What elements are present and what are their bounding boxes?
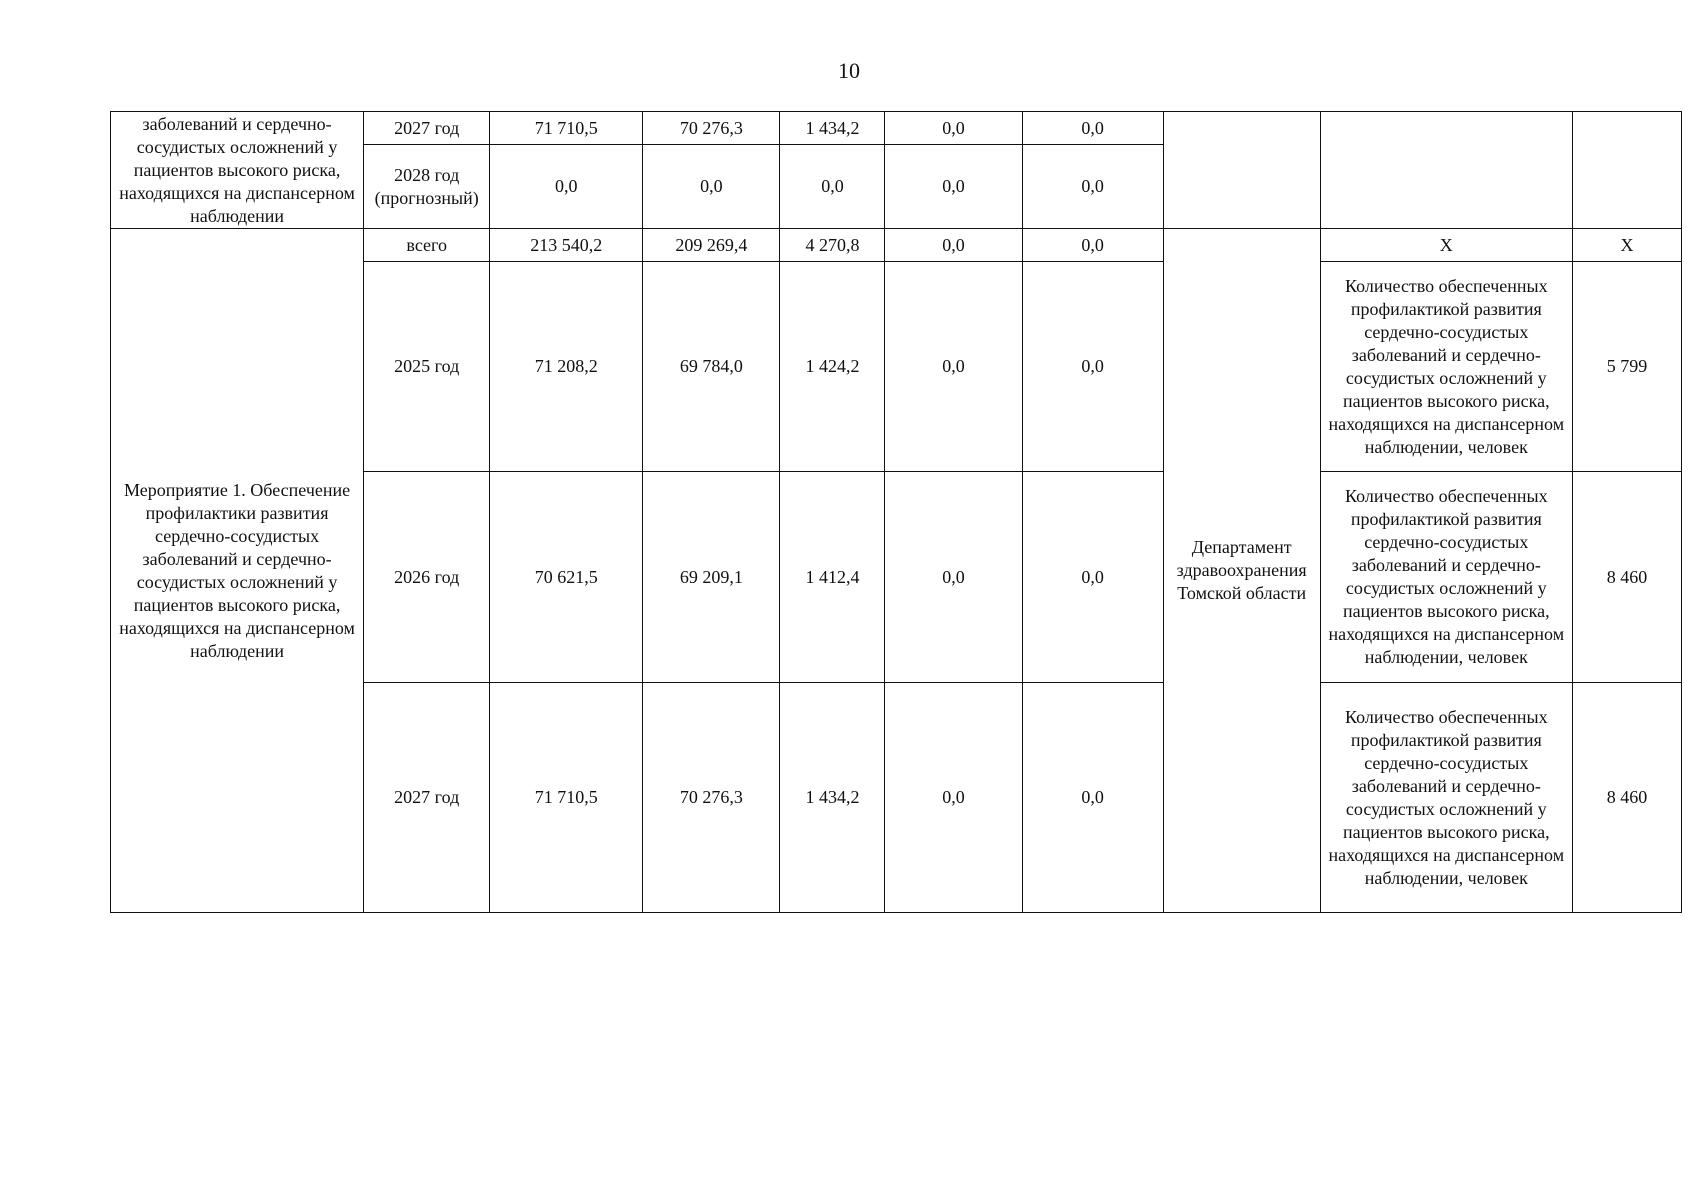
period-cell: 2028 год (прогнозный) [364,145,490,229]
other-cell: 0,0 [1022,683,1163,913]
total-cell: 213 540,2 [490,229,643,262]
period-cell: 2026 год [364,472,490,683]
table-row [111,112,1682,145]
other-cell: 0,0 [1022,112,1163,145]
federal-cell: 0,0 [643,145,780,229]
total-cell: 0,0 [490,145,643,229]
local-cell: 0,0 [885,683,1022,913]
other-cell: 0,0 [1022,262,1163,472]
indicator-value-cell: 8 460 [1572,472,1681,683]
local-cell: 0,0 [885,112,1022,145]
period-cell: 2025 год [364,262,490,472]
federal-cell: 69 209,1 [643,472,780,683]
local-cell: 0,0 [885,262,1022,472]
other-cell: 0,0 [1022,229,1163,262]
indicator-cell: Х [1320,229,1572,262]
page-number: 10 [838,58,860,83]
total-cell: 71 710,5 [490,112,643,145]
local-cell: 0,0 [885,229,1022,262]
period-cell: 2027 год [364,112,490,145]
period-cell: всего [364,229,490,262]
regional-cell: 1 434,2 [780,112,885,145]
measure-description: Мероприятие 1. Обеспечение профилактики развития сердечно-сосудистых заболеваний и сердечно-сосудистых осложнений у пациентов высокого риска, находящихся на диспансерном наблюдении [111,229,364,913]
executor-cell: Департамент здравоохранения Томской области [1163,229,1320,913]
local-cell: 0,0 [885,145,1022,229]
indicator-value-cell: 8 460 [1572,683,1681,913]
local-cell: 0,0 [885,472,1022,683]
budget-table [110,111,1682,913]
federal-cell: 70 276,3 [643,112,780,145]
total-cell: 71 710,5 [490,683,643,913]
indicator-value-cell: Х [1572,229,1681,262]
federal-cell: 70 276,3 [643,683,780,913]
executor-cell-empty [1163,112,1320,229]
regional-cell: 1 412,4 [780,472,885,683]
indicator-cell: Количество обеспеченных профилактикой развития сердечно-сосудистых заболеваний и сердечно-сосудистых осложнений у пациентов высокого риска, находящихся на диспансерном наблюдении, человек [1320,262,1572,472]
regional-cell: 1 424,2 [780,262,885,472]
regional-cell: 0,0 [780,145,885,229]
other-cell: 0,0 [1022,145,1163,229]
table-row [111,229,1682,262]
indicator-cell: Количество обеспеченных профилактикой развития сердечно-сосудистых заболеваний и сердечно-сосудистых осложнений у пациентов высокого риска, находящихся на диспансерном наблюдении, человек [1320,683,1572,913]
continuation-description: заболеваний и сердечно-сосудистых осложнений у пациентов высокого риска, находящихся на диспансерном наблюдении [111,112,364,229]
total-cell: 71 208,2 [490,262,643,472]
federal-cell: 69 784,0 [643,262,780,472]
federal-cell: 209 269,4 [643,229,780,262]
regional-cell: 1 434,2 [780,683,885,913]
indicator-value-cell-empty [1572,112,1681,229]
indicator-value-cell: 5 799 [1572,262,1681,472]
other-cell: 0,0 [1022,472,1163,683]
indicator-cell-empty [1320,112,1572,229]
period-cell: 2027 год [364,683,490,913]
regional-cell: 4 270,8 [780,229,885,262]
total-cell: 70 621,5 [490,472,643,683]
indicator-cell: Количество обеспеченных профилактикой развития сердечно-сосудистых заболеваний и сердечно-сосудистых осложнений у пациентов высокого риска, находящихся на диспансерном наблюдении, человек [1320,472,1572,683]
